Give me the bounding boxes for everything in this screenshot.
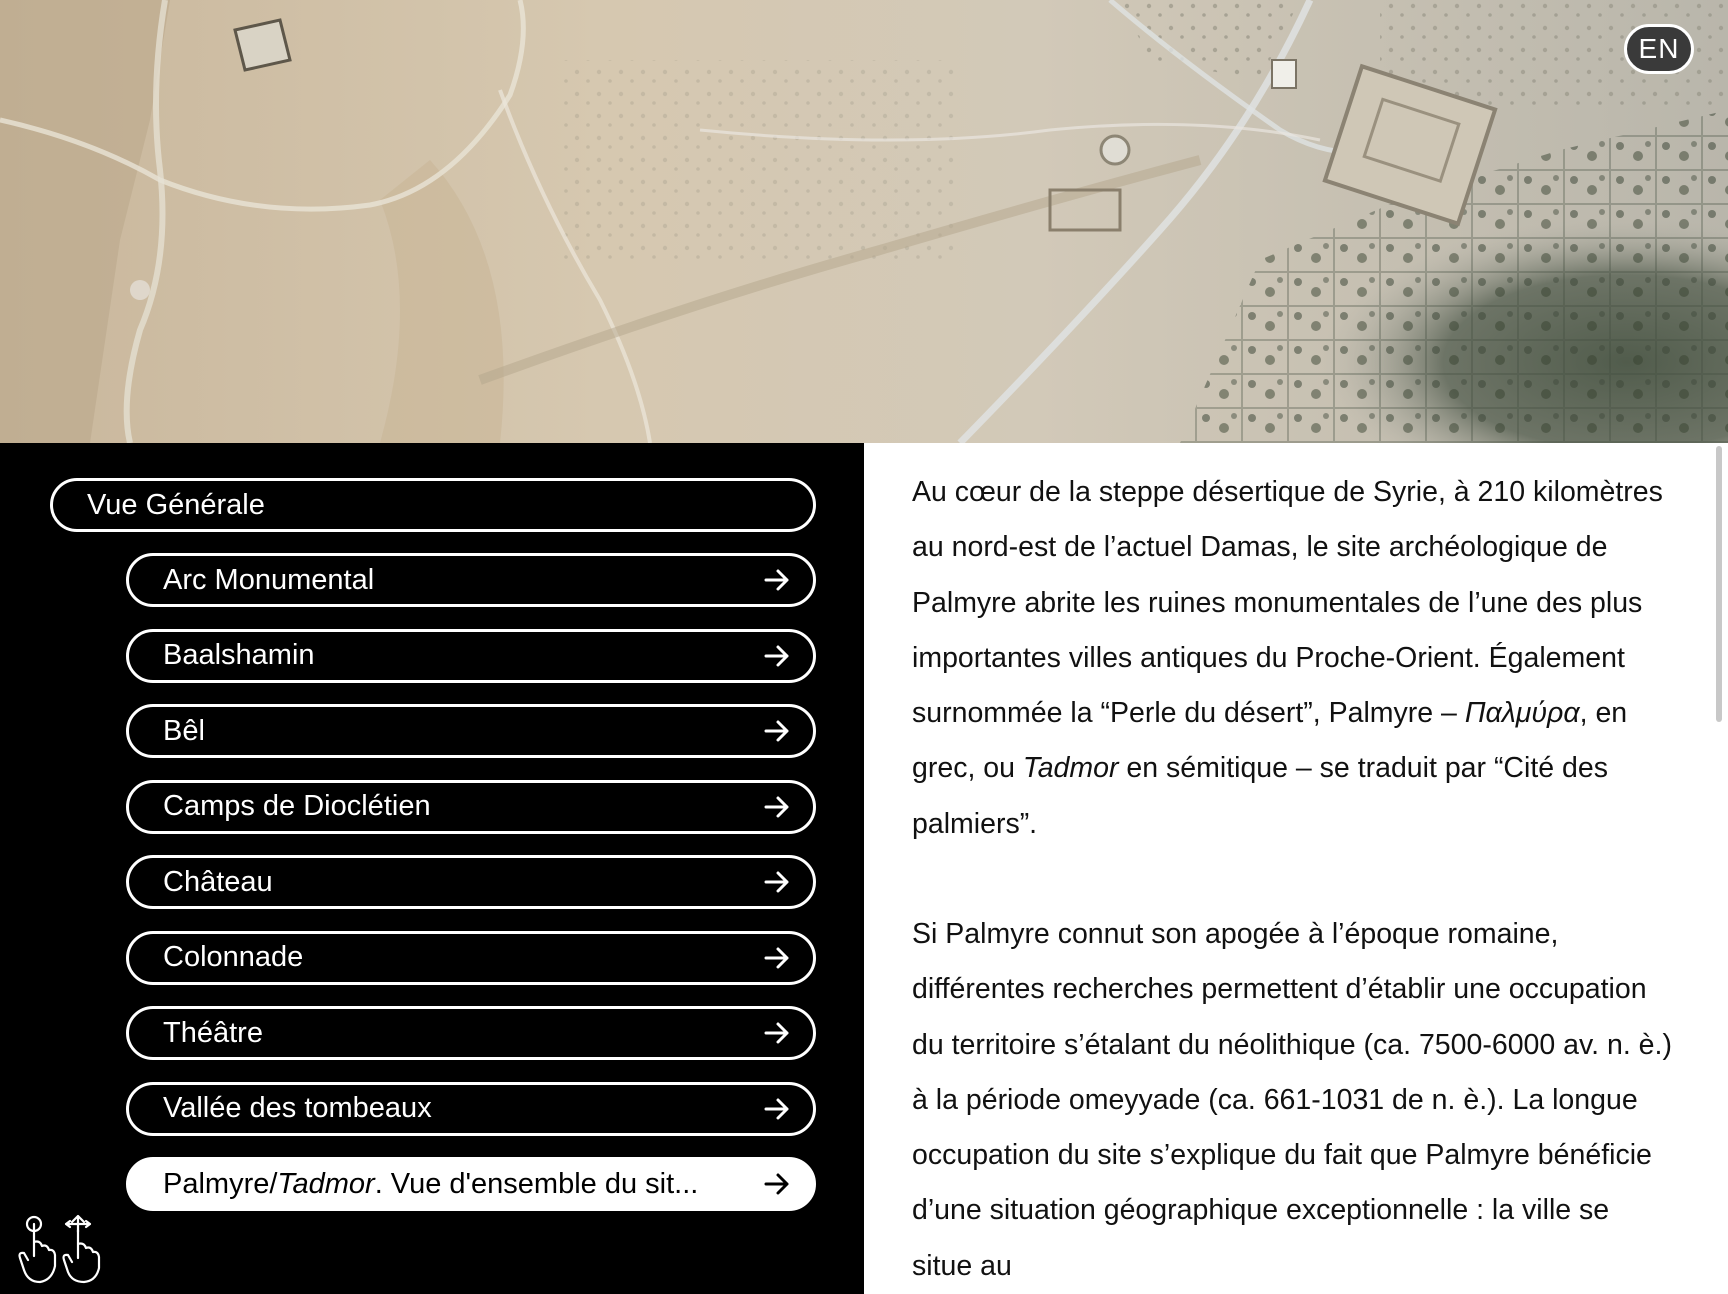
nav-item-camps-de-diocletien[interactable]	[126, 780, 816, 834]
nav-item-palmyre-overview[interactable]	[126, 1157, 816, 1211]
scrollbar-thumb[interactable]	[1716, 446, 1722, 722]
nav-item-label: Camps de Dioclétien	[163, 790, 431, 822]
language-toggle-button[interactable]: EN	[1624, 24, 1694, 74]
nav-active-prefix: Palmyre/	[163, 1167, 278, 1200]
nav-item-label: Colonnade	[163, 941, 304, 973]
nav-item-bel[interactable]	[126, 704, 816, 758]
nav-item-label: Château	[163, 865, 273, 898]
arrow-right-icon	[763, 566, 791, 594]
nav-active-italic: Tadmor	[277, 1167, 375, 1200]
paragraph-history: Si Palmyre connut son apogée à l’époque romaine, différentes recherches permettent d’établir une occupation du territoire s’étalant du néolithique (ca. 7500-6000 av. n. è.) à la période omeyyade (ca. 661-1031 de n. è.). La longue occupation du site s’explique du fait que Palmyre bénéficie d’une situation géographique exceptionnelle : la ville se situe au	[912, 918, 1672, 1282]
nav-active-suffix: . Vue d'ensemble du sit...	[374, 1167, 699, 1200]
nav-item-baalshamin[interactable]	[126, 629, 816, 683]
arrow-right-icon	[763, 1170, 791, 1198]
nav-item-arc-monumental[interactable]	[126, 553, 816, 607]
arrow-right-icon	[763, 793, 791, 821]
arrow-right-icon	[763, 642, 791, 670]
greek-name: Παλμύρα	[1464, 697, 1580, 730]
nav-item-vallee-des-tombeaux[interactable]	[126, 1082, 816, 1136]
navigation-panel	[0, 443, 864, 1294]
map-imagery	[0, 0, 1728, 443]
nav-item-label: Bêl	[163, 714, 205, 747]
arrow-right-icon	[763, 944, 791, 972]
nav-item-vue-generale[interactable]	[50, 478, 816, 532]
nav-item-label: Baalshamin	[163, 639, 315, 671]
semitic-name: Tadmor	[1022, 752, 1119, 785]
paragraph-intro-part2: , en grec, ou	[912, 697, 1628, 785]
nav-item-label: Vallée des tombeaux	[163, 1092, 432, 1124]
nav-item-chateau[interactable]	[126, 855, 816, 909]
nav-item-label	[163, 1168, 698, 1201]
arrow-right-icon	[763, 717, 791, 745]
paragraph-intro	[912, 465, 1672, 852]
arrow-right-icon	[763, 868, 791, 896]
arrow-right-icon	[763, 1019, 791, 1047]
touch-gesture-icon	[14, 1212, 104, 1284]
nav-item-colonnade[interactable]	[126, 931, 816, 985]
nav-item-label: Vue Générale	[87, 488, 265, 521]
paragraph-intro-part1: Au cœur de la steppe désertique de Syrie, à 210 kilomètres au nord-est de l’actuel Damas, le site archéologique de Palmyre abrite les ruines monumentales de l’une des plus importantes villes antiques du Proche-Orient. Également surnommée la “Perle du désert”, Palmyre –	[912, 476, 1663, 730]
description-panel[interactable]	[864, 443, 1728, 1294]
nav-item-label: Théâtre	[163, 1016, 263, 1049]
satellite-map[interactable]	[0, 0, 1728, 443]
paragraph-intro-part3: en sémitique – se traduit par “Cité des palmiers”.	[912, 752, 1608, 840]
arrow-right-icon	[763, 1095, 791, 1123]
nav-item-theatre[interactable]	[126, 1006, 816, 1060]
nav-item-label: Arc Monumental	[163, 563, 375, 596]
